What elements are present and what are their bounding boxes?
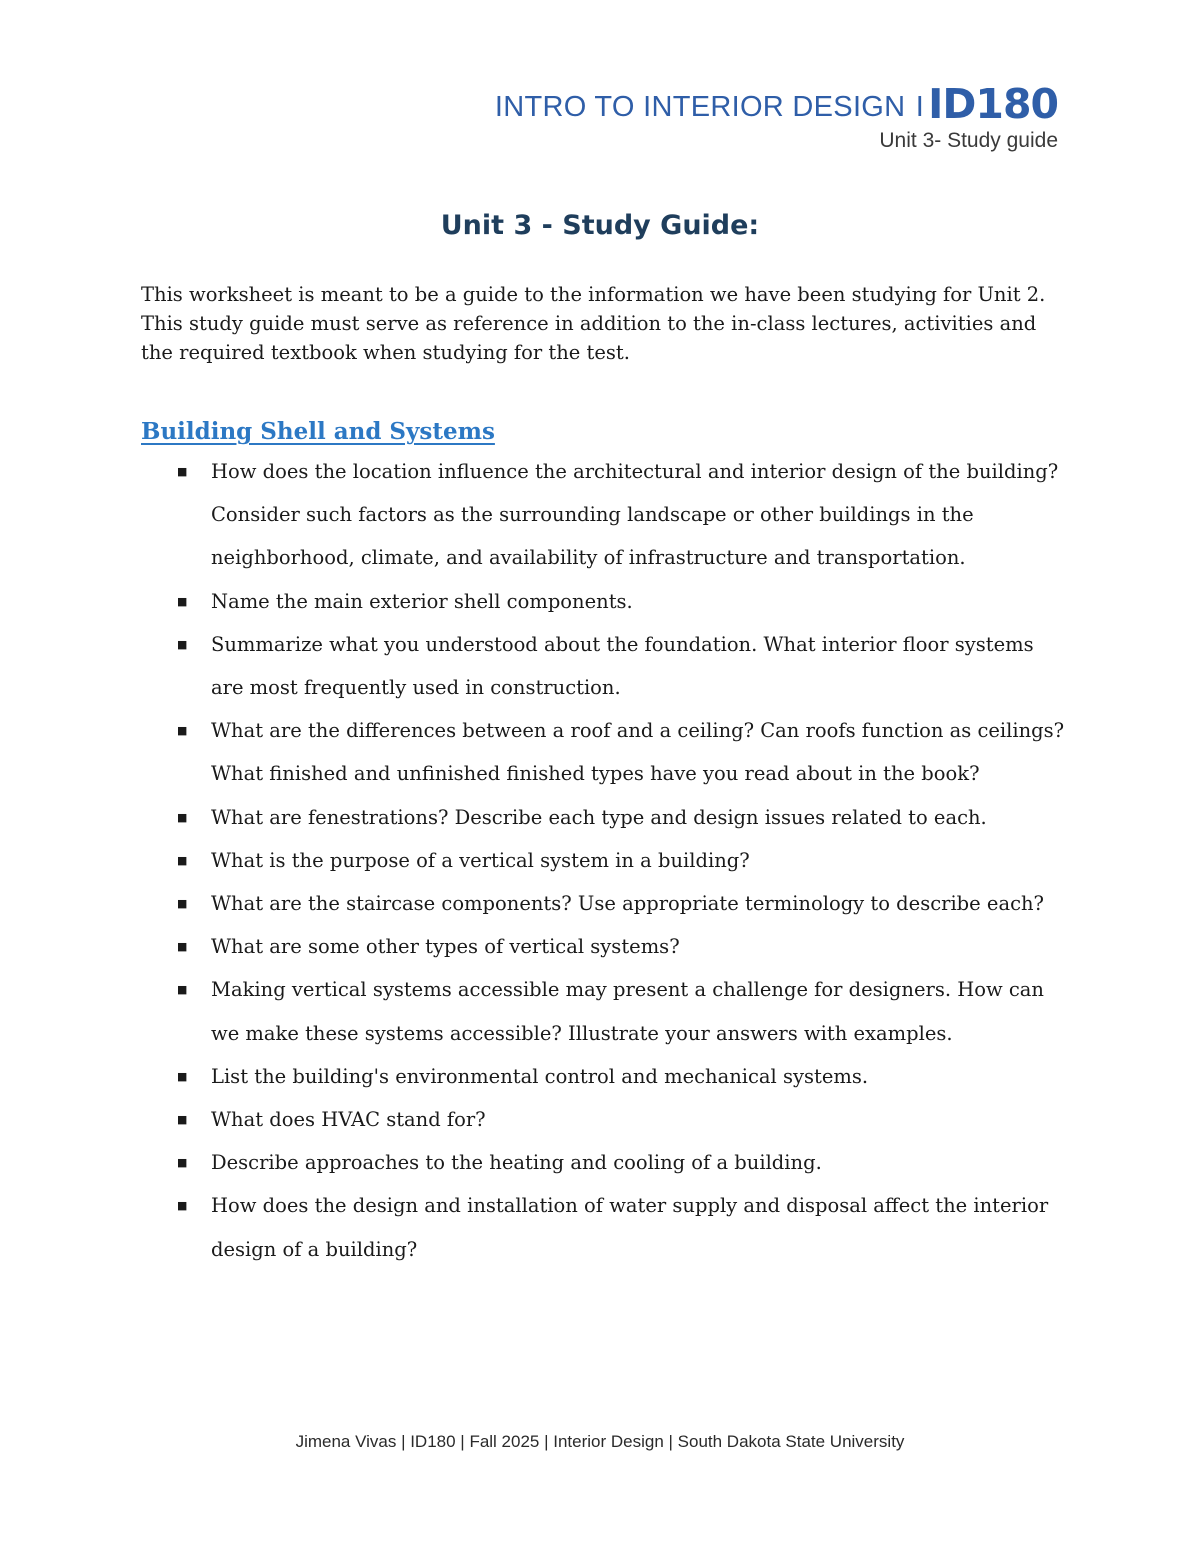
header-separator: I	[915, 91, 925, 123]
question-text: Summarize what you understood about the foundation. What interior floor systems are most frequently used in construction.	[211, 632, 1034, 700]
square-bullet-icon: ■	[177, 637, 188, 651]
question-text: What are the differences between a roof and a ceiling? Can roofs function as ceilings? What finished and unfinished finished types have you read about in the book?	[211, 719, 1065, 786]
question-text: What are fenestrations? Describe each type and design issues related to each.	[211, 805, 987, 829]
course-name: INTRO TO INTERIOR DESIGN	[494, 91, 906, 123]
square-bullet-icon: ■	[177, 940, 188, 954]
square-bullet-icon: ■	[177, 724, 188, 738]
square-bullet-icon: ■	[177, 594, 188, 608]
question-item	[141, 796, 1071, 839]
question-item	[141, 1184, 1071, 1270]
question-text: What is the purpose of a vertical system in a building?	[211, 848, 750, 872]
header-subtitle: Unit 3- Study guide	[879, 129, 1058, 153]
question-item	[141, 1098, 1071, 1141]
header-title	[495, 78, 1058, 127]
question-item	[141, 882, 1071, 925]
question-text: Name the main exterior shell components.	[211, 589, 633, 613]
question-text: What are some other types of vertical systems?	[211, 935, 680, 959]
question-item	[141, 925, 1071, 968]
question-item	[141, 1055, 1071, 1098]
course-code: ID180	[928, 80, 1058, 128]
question-text: List the building's environmental control and mechanical systems.	[211, 1064, 869, 1088]
question-text: What does HVAC stand for?	[211, 1108, 486, 1132]
question-text: Making vertical systems accessible may present a challenge for designers. How can we make these systems accessible? Illustrate your answers with examples.	[211, 978, 1044, 1045]
square-bullet-icon: ■	[177, 853, 188, 867]
page-header	[495, 78, 1058, 153]
question-item	[141, 623, 1071, 709]
question-list	[141, 450, 1071, 1271]
square-bullet-icon: ■	[177, 1199, 188, 1213]
question-text: How does the location influence the architectural and interior design of the building? Consider such factors as the surrounding landscape or other buildings in the neighborhood, climate, and availability of infrastructure and transportation.	[211, 460, 1059, 570]
question-text: What are the staircase components? Use appropriate terminology to describe each?	[211, 892, 1045, 916]
question-item	[141, 968, 1071, 1054]
intro-paragraph: This worksheet is meant to be a guide to the information we have been studying for Unit 2. This study guide must serve as reference in addition to the in-class lectures, activities and the required textbook when studying for the test.	[141, 283, 1046, 364]
question-item	[141, 580, 1071, 623]
square-bullet-icon: ■	[177, 897, 188, 911]
section-heading: Building Shell and Systems	[141, 418, 495, 445]
document-title: Unit 3 - Study Guide:	[440, 210, 760, 241]
square-bullet-icon: ■	[177, 1113, 188, 1127]
square-bullet-icon: ■	[177, 1069, 188, 1083]
question-item	[141, 839, 1071, 882]
question-item	[141, 450, 1071, 580]
question-item	[141, 1141, 1071, 1184]
page-footer: Jimena Vivas | ID180 | Fall 2025 | Interior Design | South Dakota State University	[295, 1432, 905, 1451]
square-bullet-icon: ■	[177, 810, 188, 824]
square-bullet-icon: ■	[177, 983, 188, 997]
question-text: Describe approaches to the heating and cooling of a building.	[211, 1151, 822, 1175]
square-bullet-icon: ■	[177, 1156, 188, 1170]
question-text: How does the design and installation of water supply and disposal affect the interior design of a building?	[211, 1194, 1049, 1261]
square-bullet-icon: ■	[177, 465, 188, 478]
question-item	[141, 709, 1071, 795]
